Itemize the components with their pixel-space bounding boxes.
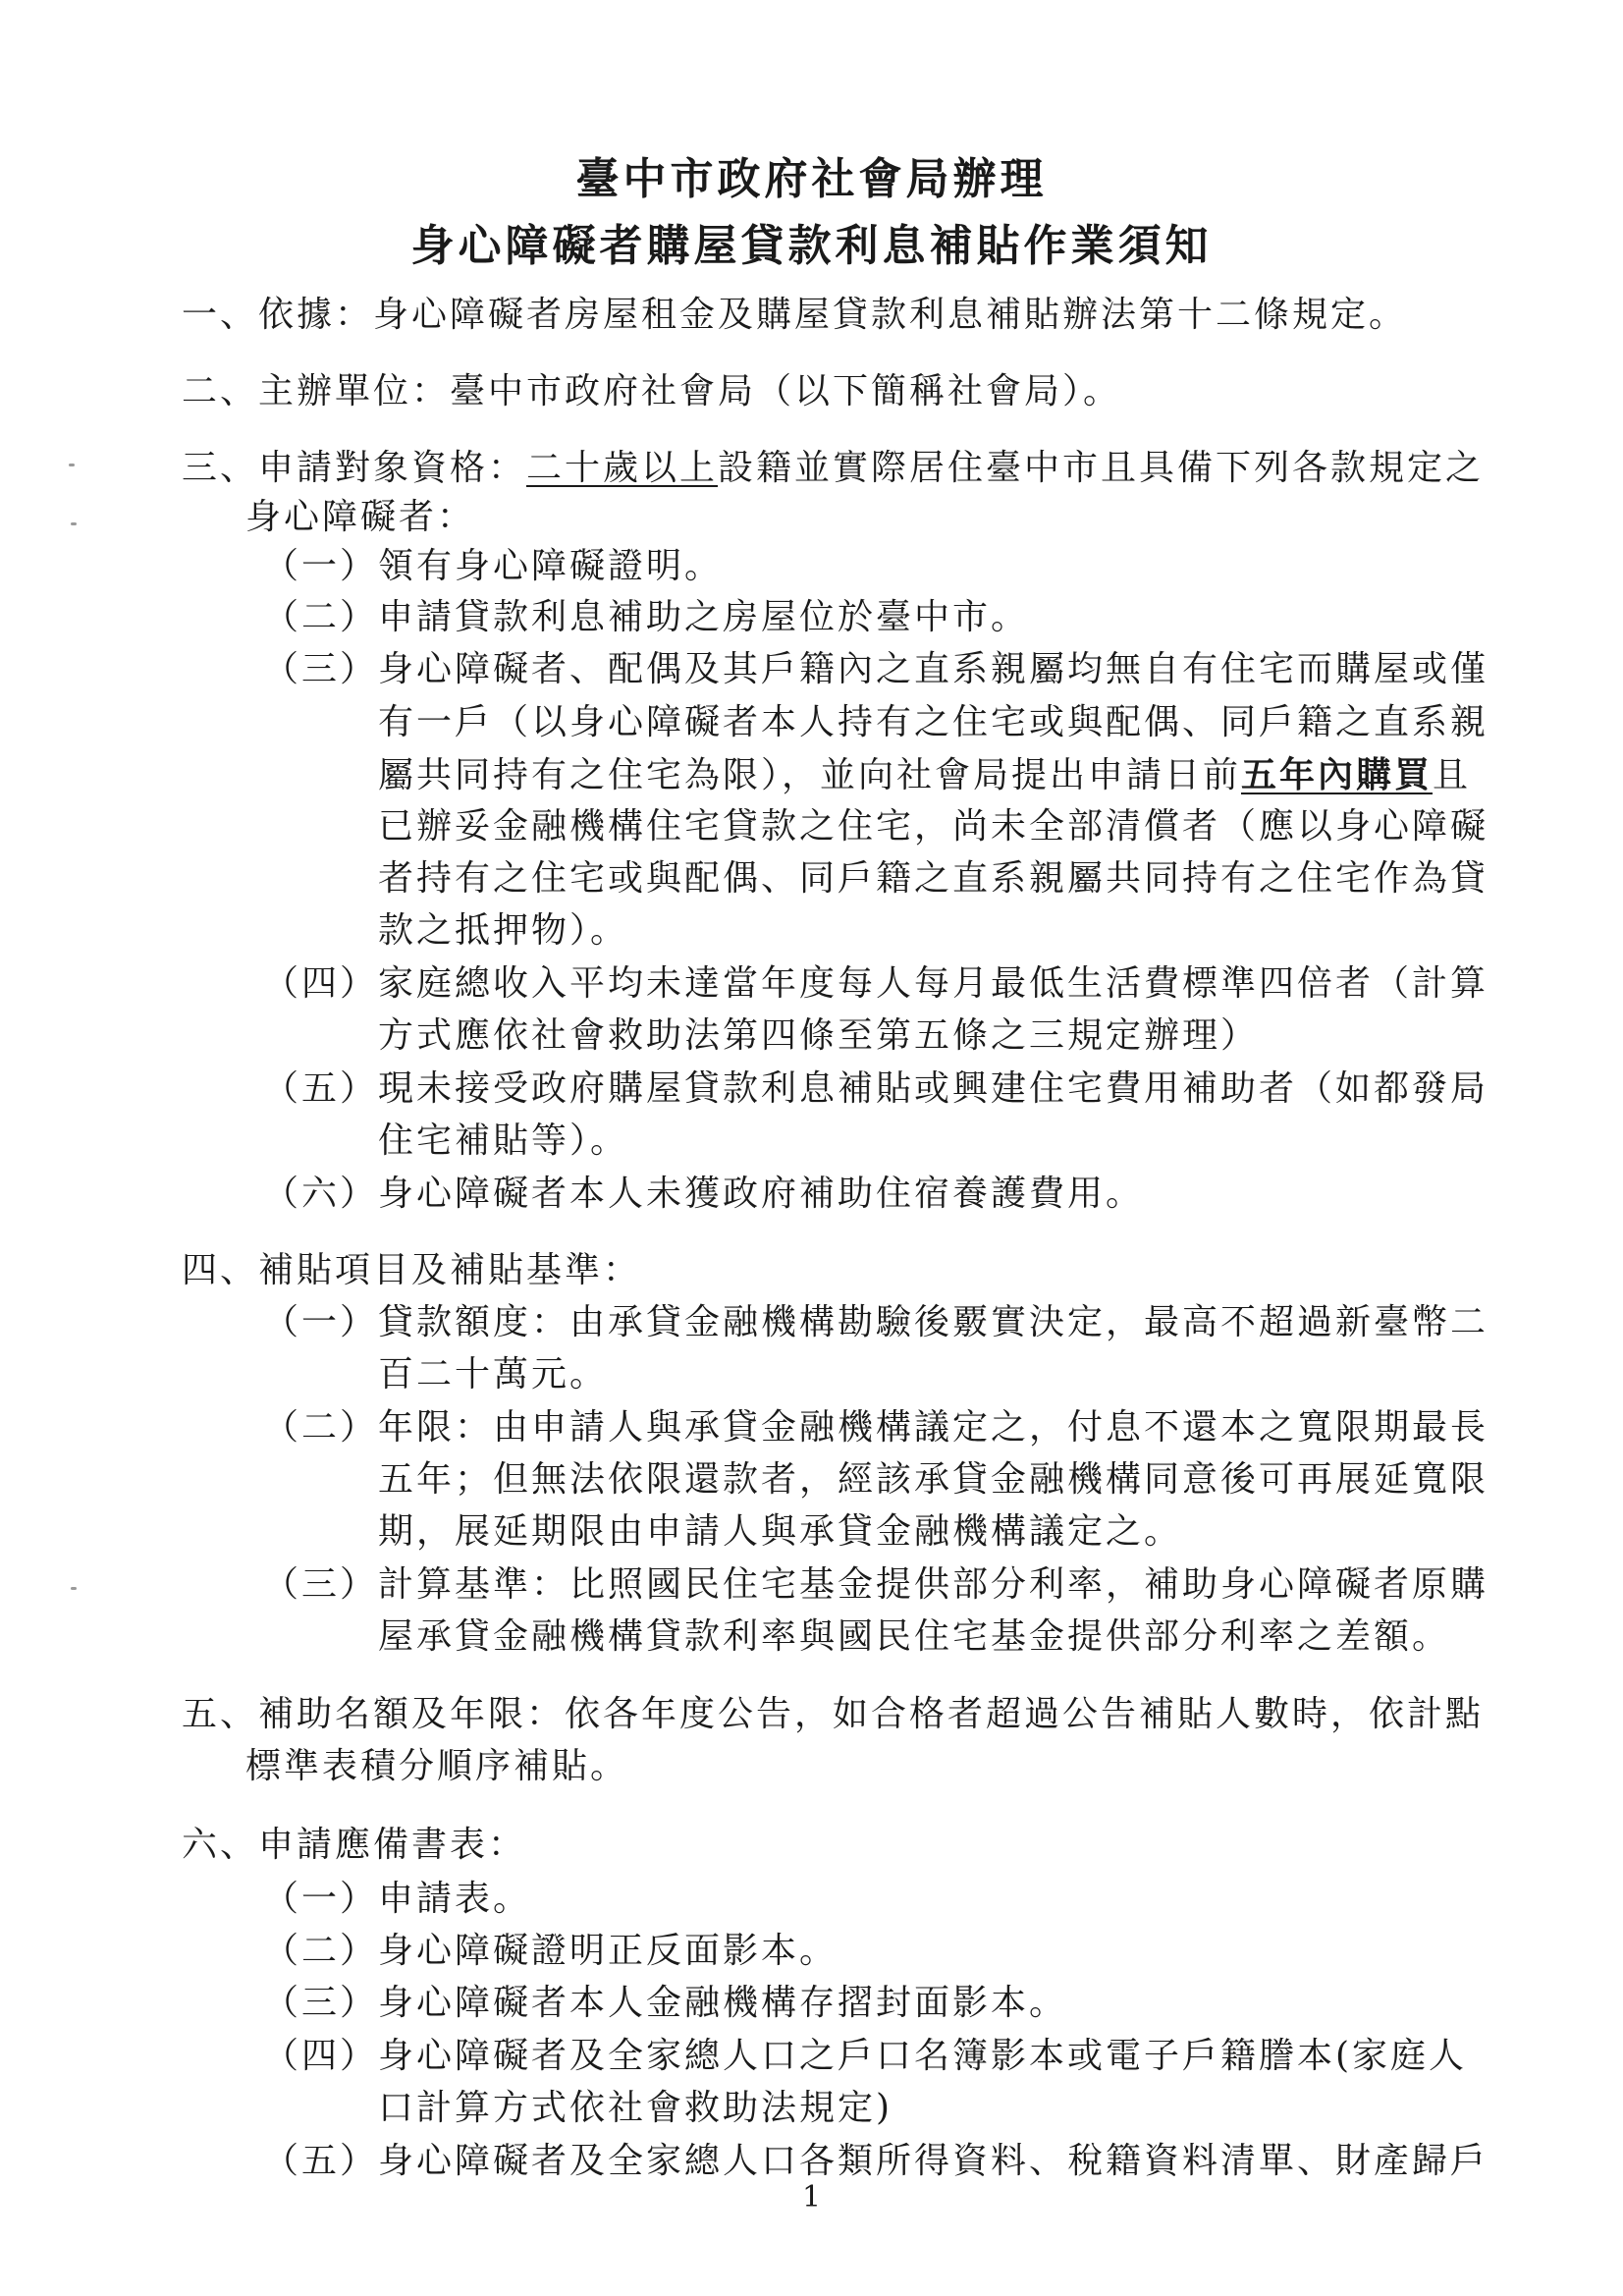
section-5-line1: 五、補助名額及年限：依各年度公告，如合格者超過公告補貼人數時，依計點 [182, 1694, 1485, 1734]
section-3-item-6: （六）身心障礙者本人未獲政府補助住宿養護費用。 [263, 1174, 1145, 1214]
section-3-item-4-line2: 方式應依社會救助法第四條至第五條之三規定辦理） [378, 1015, 1260, 1056]
section-2: 二、主辦單位：臺中市政府社會局（以下簡稱社會局）。 [182, 371, 1122, 411]
section-4-item-1-line2: 百二十萬元。 [378, 1354, 609, 1394]
section-6-item-3: （三）身心障礙者本人金融機構存摺封面影本。 [263, 1983, 1068, 2023]
scan-speck [71, 1587, 77, 1590]
section-6-item-2: （二）身心障礙證明正反面影本。 [263, 1931, 839, 1971]
scan-speck [71, 522, 77, 525]
section-3-item-3-line6: 款之抵押物）。 [378, 910, 629, 951]
section-4-item-2-line3: 期，展延期限由申請人與承貸金融機構議定之。 [378, 1511, 1183, 1552]
section-4-item-3-line1: （三）計算基準：比照國民住宅基金提供部分利率，補助身心障礙者原購 [263, 1564, 1489, 1605]
section-3-item-3-line3 [378, 751, 1471, 799]
section-5-line2: 標準表積分順序補貼。 [245, 1746, 629, 1786]
section-6-item-1: （一）申請表。 [263, 1879, 532, 1919]
scan-speck [69, 464, 75, 466]
item-3-prefix: 屬共同持有之住宅為限），並向社會局提出申請日前 [378, 755, 1242, 795]
section-3-item-4-line1: （四）家庭總收入平均未達當年度每人每月最低生活費標準四倍者（計算 [263, 963, 1489, 1004]
section-3-suffix: 設籍並實際居住臺中市且具備下列各款規定之 [718, 448, 1485, 488]
item-3-suffix: 且 [1433, 755, 1472, 795]
section-3-item-3-line5: 者持有之住宅或與配偶、同戶籍之直系親屬共同持有之住宅作為貸 [378, 858, 1489, 899]
section-3-item-3-line4: 已辦妥金融機構住宅貸款之住宅，尚未全部清償者（應以身心障礙 [378, 806, 1489, 847]
section-4-item-2-line1: （二）年限：由申請人與承貸金融機構議定之，付息不還本之寬限期最長 [263, 1407, 1489, 1448]
section-1: 一、依據：身心障礙者房屋租金及購屋貸款利息補貼辦法第十二條規定。 [182, 295, 1408, 335]
section-3-item-3-line2: 有一戶（以身心障礙者本人持有之住宅或與配偶、同戶籍之直系親 [378, 702, 1489, 742]
item-3-five-years-underlined: 五年內購買 [1241, 754, 1434, 795]
section-6-heading: 六、申請應備書表： [182, 1825, 527, 1865]
section-6-item-4-line1: （四）身心障礙者及全家總人口之戶口名簿影本或電子戶籍謄本(家庭人 [263, 2036, 1468, 2076]
section-3-prefix: 三、申請對象資格： [182, 448, 527, 488]
page-number: 1 [801, 2180, 822, 2214]
section-3-line1 [182, 445, 1484, 492]
section-3-item-3-line1: （三）身心障礙者、配偶及其戶籍內之直系親屬均無自有住宅而購屋或僅 [263, 649, 1489, 689]
section-3-item-1: （一）領有身心障礙證明。 [263, 546, 724, 586]
section-4-item-1-line1: （一）貸款額度：由承貸金融機構勘驗後覈實決定，最高不超過新臺幣二 [263, 1302, 1489, 1342]
section-6-item-5-line1: （五）身心障礙者及全家總人口各類所得資料、稅籍資料清單、財產歸戶 [263, 2141, 1489, 2181]
section-3-item-2: （二）申請貸款利息補助之房屋位於臺中市。 [263, 597, 1030, 637]
section-4-item-2-line2: 五年；但無法依限還款者，經該承貸金融機構同意後可再展延寬限 [378, 1459, 1489, 1500]
section-3-item-5-line1: （五）現未接受政府購屋貸款利息補貼或興建住宅費用補助者（如都發局 [263, 1068, 1489, 1109]
section-6-item-4-line2: 口計算方式依社會救助法規定) [378, 2088, 893, 2128]
document-title-line2: 身心障礙者購屋貸款利息補貼作業須知 [410, 221, 1213, 271]
document-title-line1: 臺中市政府社會局辦理 [575, 154, 1048, 204]
section-3-item-5-line2: 住宅補貼等）。 [378, 1121, 629, 1161]
section-4-heading: 四、補貼項目及補貼基準： [182, 1250, 642, 1290]
section-4-item-3-line2: 屋承貸金融機構貸款利率與國民住宅基金提供部分利率之差額。 [378, 1616, 1451, 1657]
section-3-age-underlined: 二十歲以上 [526, 448, 719, 488]
section-3-line2: 身心障礙者： [245, 497, 476, 537]
